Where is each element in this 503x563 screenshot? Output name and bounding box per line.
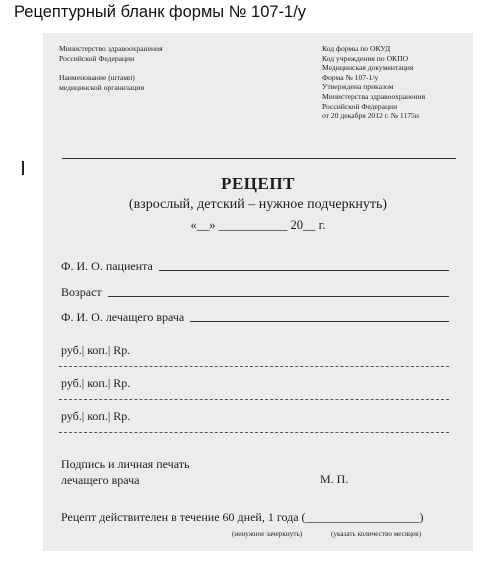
documentation-label: Медицинская документация xyxy=(322,63,414,73)
signature-label: Подпись и личная печать xyxy=(61,457,190,471)
ministry-label: Министерства здравоохранения xyxy=(322,91,426,101)
okpo-code-label: Код учреждения по ОКПО xyxy=(322,53,409,63)
stamp-place-label: М. П. xyxy=(320,472,349,486)
rx-divider-1 xyxy=(59,366,449,367)
form-number-label: Форма № 107-1/у xyxy=(322,72,379,82)
rx-divider-3 xyxy=(59,432,449,433)
patient-name-field[interactable] xyxy=(61,258,449,274)
age-line[interactable] xyxy=(108,296,449,297)
doctor-name-line[interactable] xyxy=(190,321,449,322)
okud-code-label: Код формы по ОКУД xyxy=(322,44,391,53)
patient-name-label: Ф. И. О. пациента xyxy=(61,259,153,273)
patient-name-line[interactable] xyxy=(159,270,449,271)
doctor-name-field[interactable] xyxy=(61,309,449,325)
validity-text: Рецепт действителен в течение 60 дней, 1 года (___________________) xyxy=(61,510,424,524)
organization-label: медицинской организации xyxy=(59,82,145,92)
rx-line-3: руб.| коп.| Rp. xyxy=(61,409,131,423)
country-label: Российской Федерации xyxy=(322,101,398,111)
prescription-form xyxy=(43,33,473,551)
strike-note: (ненужное зачеркнуть) xyxy=(232,530,303,538)
rx-line-2: руб.| коп.| Rp. xyxy=(61,376,131,390)
doctor-label: лечащего врача xyxy=(61,473,140,487)
age-label: Возраст xyxy=(61,285,102,299)
form-subtitle: (взрослый, детский – нужное подчеркнуть) xyxy=(128,197,388,212)
age-field[interactable] xyxy=(61,284,449,300)
header-right-block xyxy=(322,44,472,121)
form-title: РЕЦЕПТ xyxy=(221,174,295,193)
header-divider xyxy=(62,158,456,159)
ministry-line: Министерство здравоохранения xyxy=(59,44,163,53)
months-note: (указать количество месяцев) xyxy=(331,530,421,538)
doctor-name-label: Ф. И. О. лечащего врача xyxy=(61,310,185,324)
country-line: Российской Федерации xyxy=(59,53,135,63)
date-line: «__» ___________ 20__ г. xyxy=(190,218,326,232)
header-left-block xyxy=(59,44,259,92)
order-date-label: от 20 декабря 2012 г. № 1175н xyxy=(322,111,419,121)
signature-block xyxy=(61,456,189,488)
stamp-label: Наименование (штамп) xyxy=(59,73,135,83)
rx-divider-2 xyxy=(59,399,449,400)
text-cursor xyxy=(22,161,24,175)
rx-line-1: руб.| коп.| Rp. xyxy=(61,343,131,357)
approved-label: Утверждена приказом xyxy=(322,82,394,92)
page-title: Рецептурный бланк формы № 107-1/у xyxy=(14,3,307,21)
